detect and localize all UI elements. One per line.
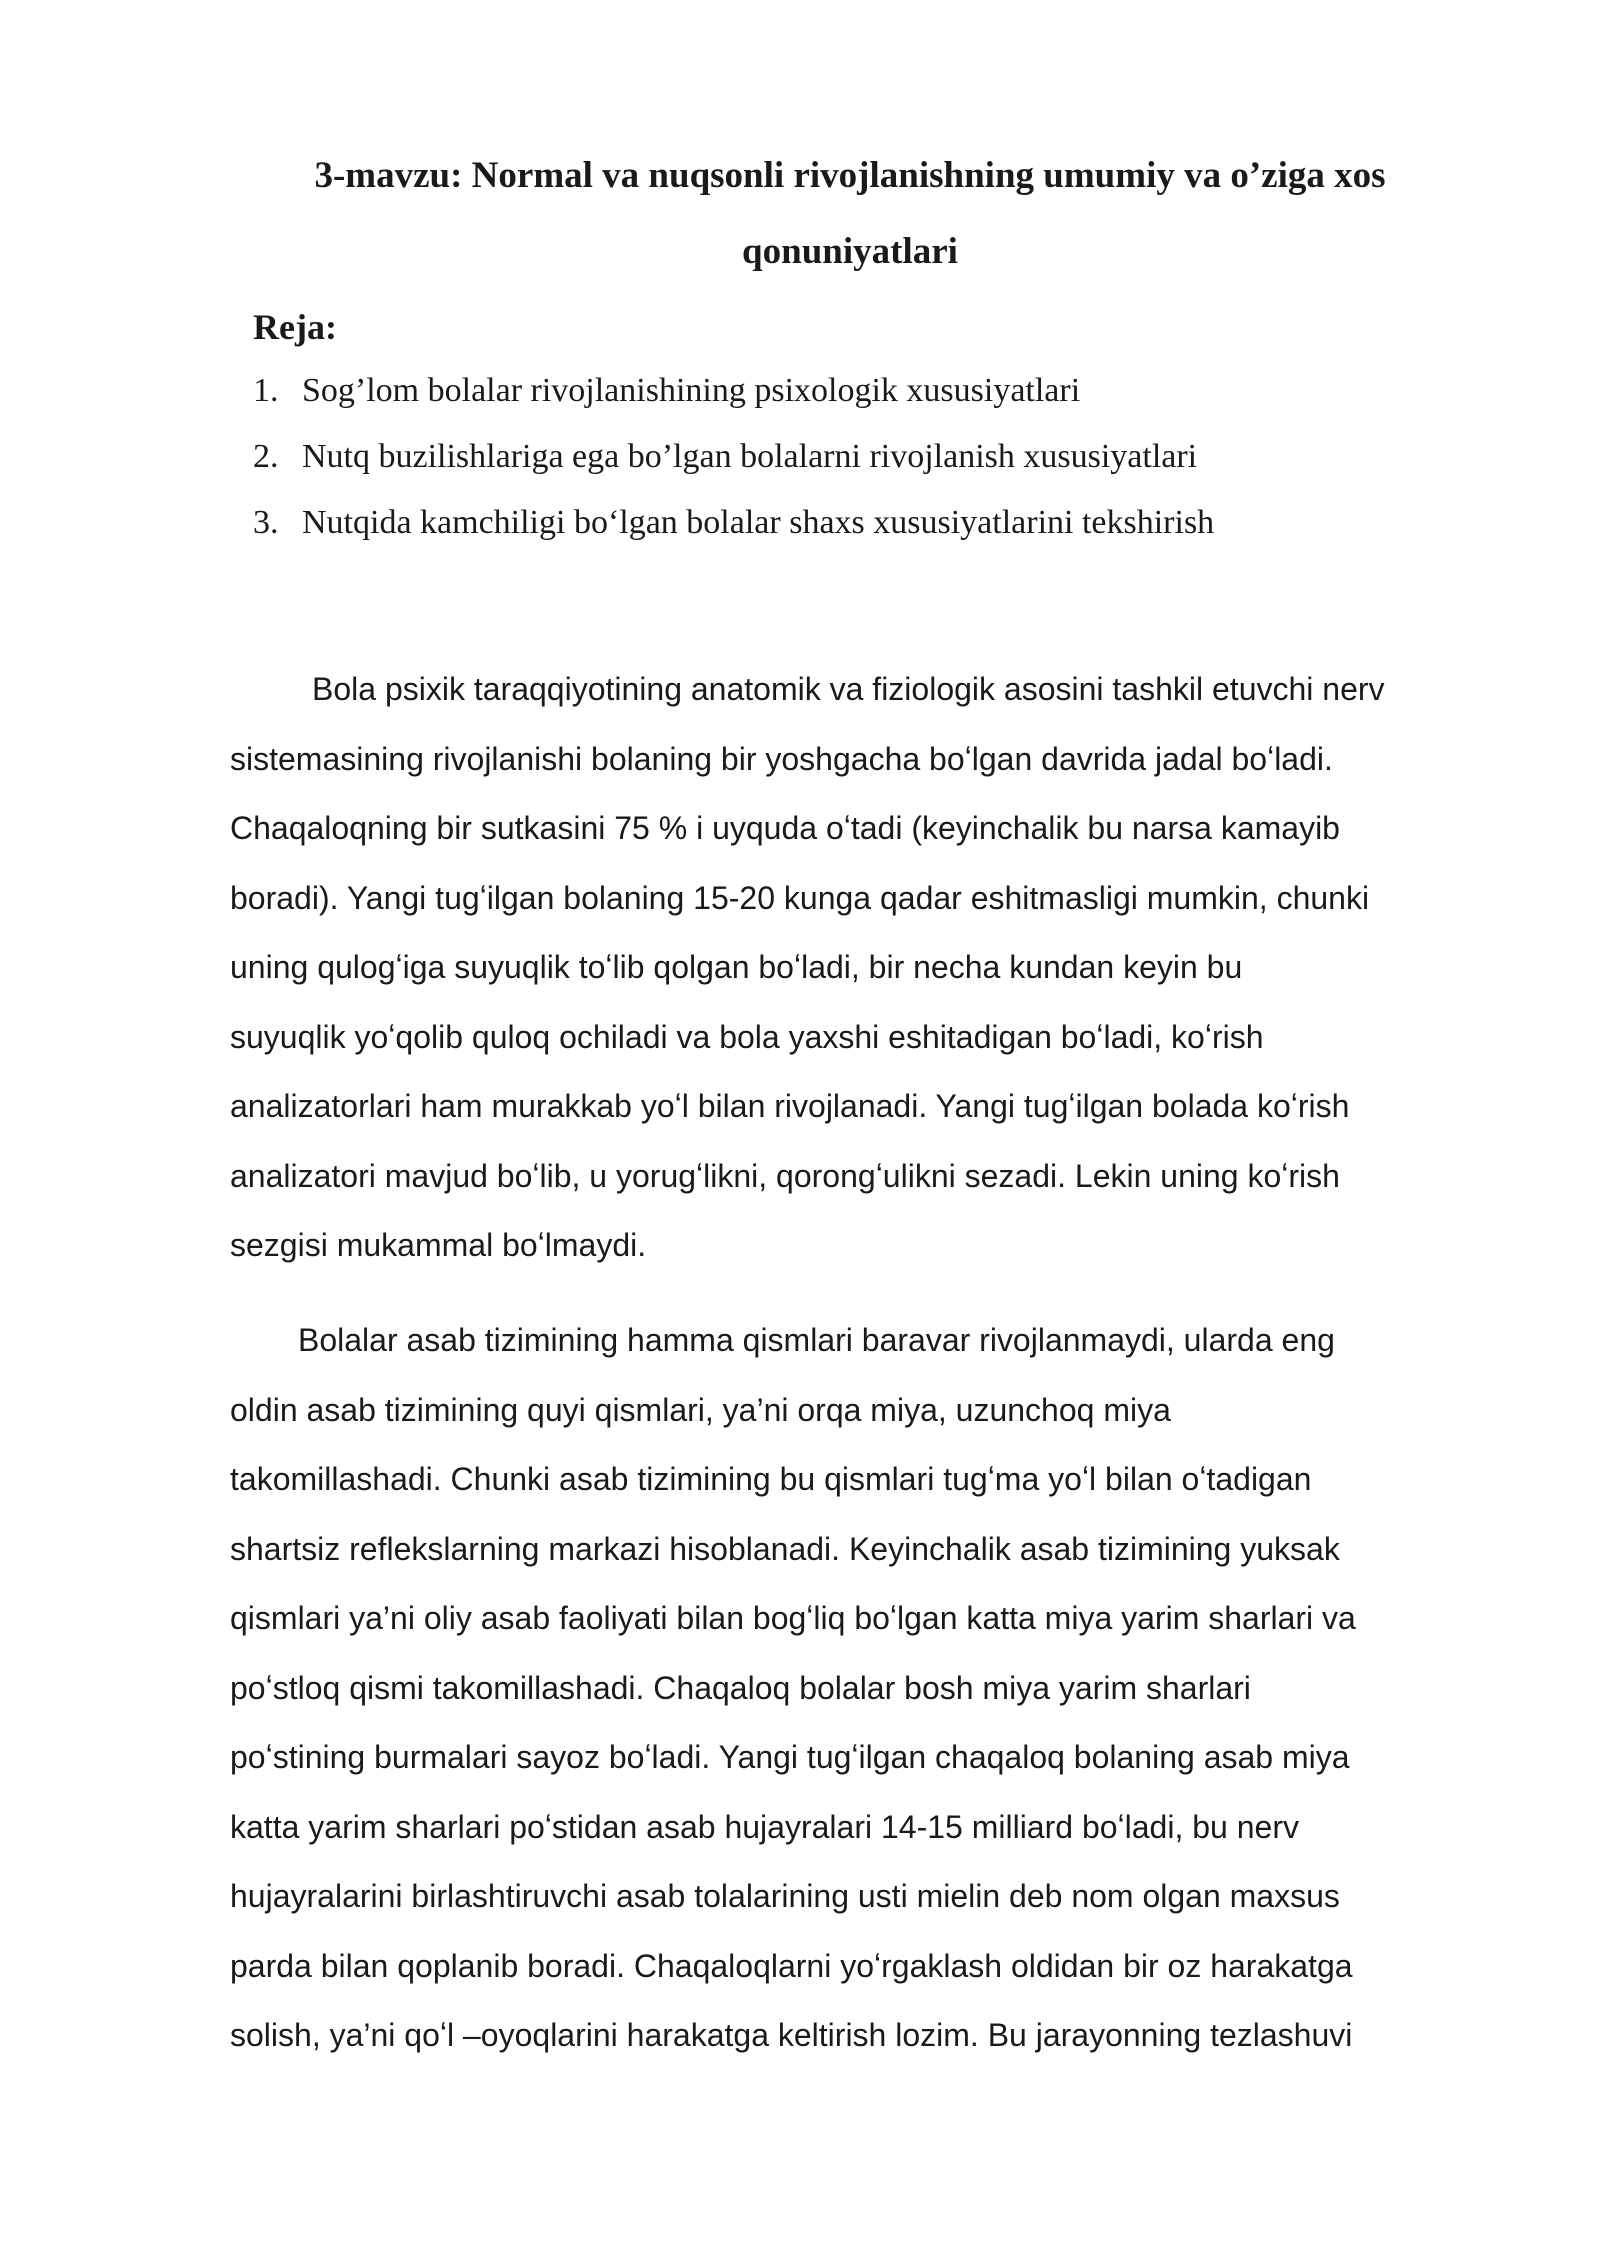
plan-item bbox=[253, 498, 1453, 564]
plan-item-number: 2. bbox=[253, 438, 279, 475]
plan-item-text: Nutq buzilishlariga ega bo’lgan bolalarni rivojlanish xususiyatlari bbox=[302, 438, 1198, 475]
paragraph-line: suyuqlik yoʻqolib quloq ochiladi va bola yaxshi eshitadigan boʻladi, koʻrish bbox=[230, 1018, 1264, 1055]
paragraph-line: uning qulogʻiga suyuqlik toʻlib qolgan boʻladi, bir necha kundan keyin bu bbox=[230, 949, 1243, 985]
paragraph-line: Chaqaloqning bir sutkasini 75 % i uyquda oʻtadi (keyinchalik bu narsa kamayib bbox=[230, 810, 1340, 846]
paragraph-line: oldin asab tizimining quyi qismlari, ya’ni orqa miya, uzunchoq miya bbox=[230, 1391, 1171, 1428]
plan-item bbox=[253, 432, 1453, 498]
plan-heading: Reja: bbox=[253, 307, 337, 347]
paragraph-line: hujayralarini birlashtiruvchi asab tolalarining usti mielin deb nom olgan maxsus bbox=[230, 1878, 1340, 1914]
plan-item-number: 1. bbox=[253, 372, 279, 409]
paragraph-line: takomillashadi. Chunki asab tizimining bu qismlari tugʻma yoʻl bilan oʻtadigan bbox=[230, 1461, 1312, 1497]
plan-list bbox=[253, 366, 1453, 564]
paragraph-line: sistemasining rivojlanishi bolaning bir yoshgacha boʻlgan davrida jadal boʻladi. bbox=[230, 740, 1333, 777]
paragraph-line: sezgisi mukammal boʻlmaydi. bbox=[230, 1227, 647, 1263]
paragraph-line: katta yarim sharlari poʻstidan asab hujayralari 14-15 milliard boʻladi, bu nerv bbox=[230, 1808, 1299, 1845]
paragraph-line: poʻstining burmalari sayoz boʻladi. Yangi tugʻilgan chaqaloq bolaning asab miya bbox=[230, 1739, 1350, 1775]
title-line: qonuniyatlari bbox=[742, 231, 958, 272]
paragraph-line: Bola psixik taraqqiyotining anatomik va fiziologik asosini tashkil etuvchi nerv bbox=[312, 671, 1385, 707]
plan-item-text: Sog’lom bolalar rivojlanishining psixologik xususiyatlari bbox=[302, 372, 1081, 409]
paragraph-line: analizatorlari ham murakkab yoʻl bilan rivojlanadi. Yangi tugʻilgan bolada koʻrish bbox=[230, 1088, 1350, 1124]
plan-item bbox=[253, 366, 1453, 432]
plan-item-number: 3. bbox=[253, 504, 279, 541]
paragraph-line: shartsiz reflekslarning markazi hisoblanadi. Keyinchalik asab tizimining yuksak bbox=[230, 1530, 1340, 1567]
paragraph-line: poʻstloq qismi takomillashadi. Chaqaloq bolalar bosh miya yarim sharlari bbox=[230, 1669, 1251, 1706]
paragraph-line: Bolalar asab tizimining hamma qismlari baravar rivojlanmaydi, ularda eng bbox=[298, 1322, 1335, 1358]
body-paragraph bbox=[230, 1306, 1495, 2071]
paragraph-line: solish, ya’ni qoʻl –oyoqlarini harakatga keltirish lozim. Bu jarayonning tezlashuvi bbox=[230, 2017, 1353, 2053]
paragraph-line: analizatori mavjud boʻlib, u yorugʻlikni, qorongʻulikni sezadi. Lekin uning koʻrish bbox=[230, 1157, 1340, 1194]
document-title bbox=[200, 138, 1500, 290]
paragraph-line: parda bilan qoplanib boradi. Chaqaloqlarni yoʻrgaklash oldidan bir oz harakatga bbox=[230, 1947, 1353, 1984]
title-line: 3-mavzu: Normal va nuqsonli rivojlanishning umumiy va o’ziga xos bbox=[314, 155, 1386, 196]
plan-item-text: Nutqida kamchiligi boʻlgan bolalar shaxs xususiyatlarini tekshirish bbox=[302, 504, 1215, 541]
paragraph-line: boradi). Yangi tugʻilgan bolaning 15-20 kunga qadar eshitmasligi mumkin, chunki bbox=[230, 879, 1370, 916]
body-paragraph bbox=[230, 655, 1495, 1281]
paragraph-line: qismlari ya’ni oliy asab faoliyati bilan bogʻliq boʻlgan katta miya yarim sharlari va bbox=[230, 1600, 1356, 1636]
